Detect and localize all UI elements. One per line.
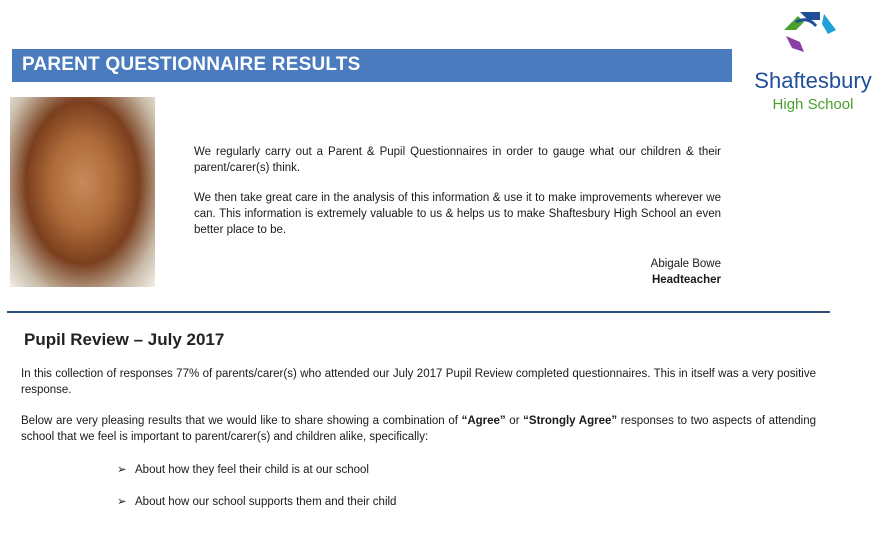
or-text: or [505, 415, 524, 427]
header-banner [12, 49, 732, 82]
para2-pre: Below are very pleasing results that we would like to share showing a combination of [21, 415, 462, 427]
intro-paragraph-2: We then take great care in the analysis of this information & use it to make improvements wherever we can. This information is extremely valuable to us & helps us to make Shaftesbury High School an even better place to be. [194, 192, 721, 236]
bullet-text: About how our school supports them and their child [135, 496, 397, 508]
bullet-text: About how they feel their child is at our school [135, 464, 369, 476]
logo-name: Shaftesbury [754, 68, 872, 93]
headteacher-photo [10, 97, 155, 287]
school-logo [748, 8, 878, 118]
section-divider [7, 311, 830, 313]
section-title: Pupil Review – July 2017 [24, 330, 225, 349]
arrow-bullet-icon: ➢ [117, 496, 127, 508]
bullet-item [117, 462, 369, 478]
signature-name: Abigale Bowe [650, 258, 721, 270]
agree-text: “Agree” [461, 415, 506, 427]
arrow-bullet-icon: ➢ [117, 464, 127, 476]
review-paragraph-2 [21, 413, 816, 445]
strongly-agree-text: “Strongly Agree” [523, 415, 618, 427]
page-title: PARENT QUESTIONNAIRE RESULTS [22, 54, 361, 75]
signature-role: Headteacher [651, 274, 721, 286]
logo-subtitle: High School [772, 96, 854, 113]
bullet-item [117, 494, 396, 510]
intro-text [194, 144, 721, 252]
logo-arrows-icon [778, 8, 842, 64]
intro-paragraph-1: We regularly carry out a Parent & Pupil Questionnaires in order to gauge what our children & their parent/carer(s) think. [194, 146, 721, 174]
review-paragraph-1: In this collection of responses 77% of parents/carer(s) who attended our July 2017 Pupil Review completed questionnaires. This in itself was a very positive response. [21, 368, 816, 396]
para2-post: responses to two aspects of attending school that we feel is important to parent/carer(s) and children alike, specifically: [21, 415, 816, 443]
signature [560, 256, 721, 288]
